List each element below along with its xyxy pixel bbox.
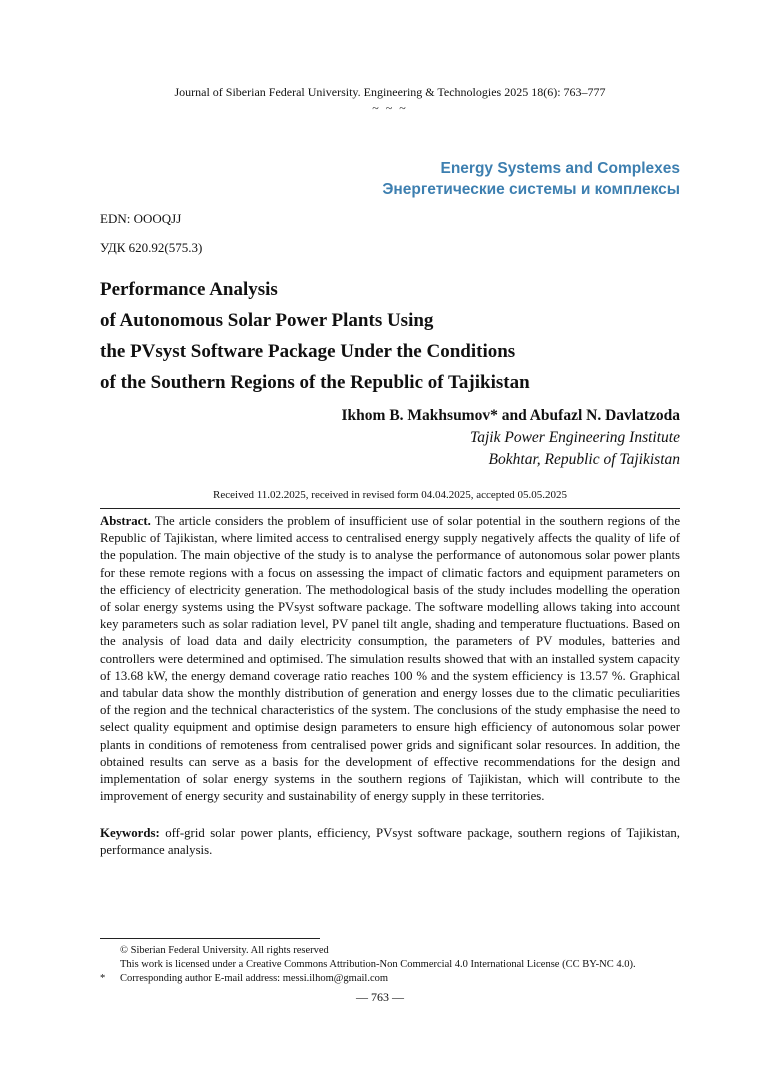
affiliation-institute: Tajik Power Engineering Institute — [470, 429, 680, 446]
corresponding-email: Corresponding author E-mail address: messi.ilhom@gmail.com — [120, 973, 389, 984]
section-title-ru: Энергетические системы и комплексы — [382, 181, 680, 198]
copyright-text: © Siberian Federal University. All rights reserved — [120, 945, 329, 956]
abstract-label: Abstract. — [100, 514, 151, 528]
author-names: Ikhom B. Makhsumov* and Abufazl N. Davlatzoda — [341, 407, 680, 424]
affiliation-location: Bokhtar, Republic of Tajikistan — [488, 451, 680, 468]
title-line: of the Southern Regions of the Republic of Tajikistan — [100, 372, 530, 393]
page-number: — 763 — — [356, 990, 404, 1004]
journal-citation: Journal of Siberian Federal University. Engineering & Technologies 2025 18(6): 763–777 — [174, 85, 606, 99]
keywords-text: off-grid solar power plants, efficiency, PVsyst software package, southern regions of Tajikistan, performance analysis. — [100, 826, 681, 858]
keywords-label: Keywords: — [100, 826, 160, 840]
section-title-en: Energy Systems and Complexes — [440, 160, 680, 177]
license-text: This work is licensed under a Creative Commons Attribution-Non Commercial 4.0 International License (CC BY-NC 4.0). — [120, 959, 636, 970]
title-line: Performance Analysis — [100, 279, 278, 300]
udk-code: УДК 620.92(575.3) — [100, 240, 203, 255]
footnote-divider — [100, 938, 320, 939]
header-ornament: ~ ~ ~ — [372, 101, 408, 115]
abstract-text: The article considers the problem of insufficient use of solar potential in the southern regions of the Republic of Tajikistan, where limited access to centralised energy supply negatively affects the quality of life of the population. The main objective of the study is to analyse the performance of autonomous solar power plants for these remote regions with a focus on assessing the impact of climatic factors and equipment parameters on the efficiency of electricity generation. The methodological basis of the study includes modelling the operation of solar energy systems using the PVsyst software package. The software modelling allows taking into account key parameters such as solar radiation level, PV panel tilt angle, shading and temperature fluctuations. Based on the analysis of load data and daily electricity consumption, the parameters of PV modules, batteries and controllers were determined and optimised. The simulation results showed that with an installed system capacity of 13.68 kW, the energy demand coverage ratio reaches 100 % and the system efficiency is 13.57 %. Graphical and tabular data show the monthly distribution of generation and energy losses due to the climatic peculiarities of the region and the technical characteristics of the system. The conclusions of the study emphasise the need to select quality equipment and optimise design parameters to ensure high efficiency of autonomous solar power plants in conditions of remoteness from centralised power grids and significant solar resources. In addition, the obtained results can serve as a basis for the development of effective recommendations for the design and implementation of solar energy systems in the southern regions of Tajikistan, which will contribute to the improvement of energy security and sustainability of energy supply in these territories. — [100, 514, 680, 804]
received-dates: Received 11.02.2025, received in revised form 04.04.2025, accepted 05.05.2025 — [213, 489, 567, 501]
edn-code: EDN: OOOQJJ — [100, 211, 182, 226]
abstract — [100, 513, 680, 805]
title-line: of Autonomous Solar Power Plants Using — [100, 310, 434, 331]
footnote-star: * — [100, 973, 106, 984]
author-block — [342, 405, 680, 471]
section-heading — [382, 158, 680, 200]
article-title — [100, 274, 680, 398]
divider — [100, 508, 680, 509]
title-line: the PVsyst Software Package Under the Conditions — [100, 341, 516, 362]
keywords — [100, 825, 680, 859]
